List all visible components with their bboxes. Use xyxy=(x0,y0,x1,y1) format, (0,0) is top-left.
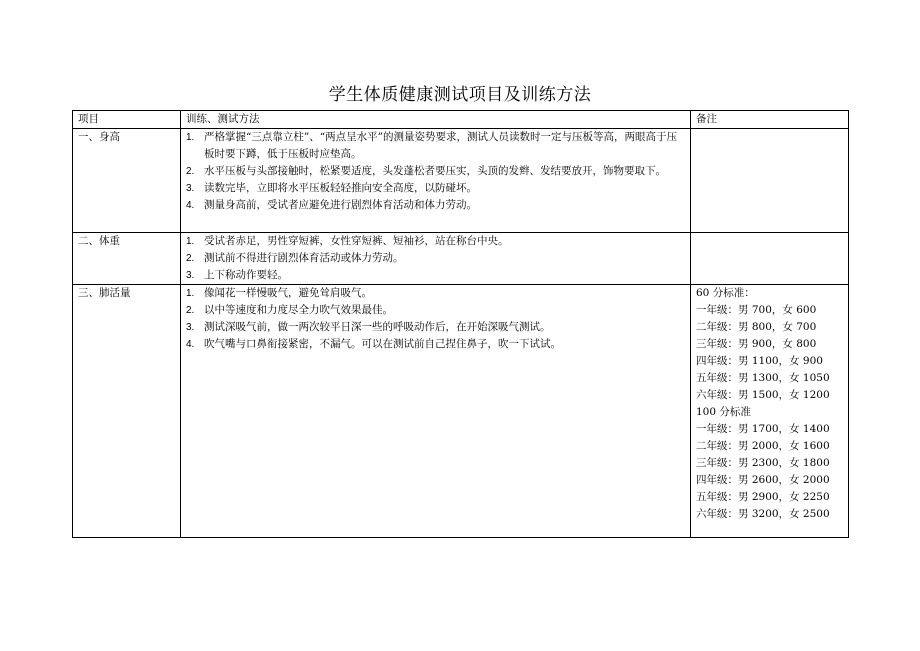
list-item: 3. 上下称动作要轻。 xyxy=(186,269,288,281)
header-item: 项目 xyxy=(73,111,181,129)
method-text: 测试深吸气前，做一两次较平日深一些的呼吸动作后，在开始深吸气测试。 xyxy=(204,321,551,333)
method-text: 像闻花一样慢吸气，避免耸肩吸气。 xyxy=(204,287,372,299)
note-line: 三年级：男 900，女 800 xyxy=(696,338,817,350)
method-text: 以中等速度和力度尽全力吹气效果最佳。 xyxy=(204,304,393,316)
methods-cell xyxy=(181,129,691,233)
note-line: 二年级：男 800，女 700 xyxy=(696,321,817,333)
notes-cell xyxy=(691,285,849,538)
method-text: 严格掌握“三点靠立柱”、“两点呈水平”的测量姿势要求，测试人员读数时一定与压板等高，两眼高于压板时要下蹲，低于压板时应垫高。 xyxy=(204,131,677,160)
list-item: 3. 读数完毕，立即将水平压板轻轻推向安全高度，以防碰坏。 xyxy=(186,182,477,194)
table-header-row xyxy=(73,111,849,129)
table-row xyxy=(73,129,849,233)
table-row xyxy=(73,233,849,285)
notes-cell xyxy=(691,129,849,233)
method-text: 读数完毕，立即将水平压板轻轻推向安全高度，以防碰坏。 xyxy=(204,182,477,194)
method-text: 上下称动作要轻。 xyxy=(204,269,288,281)
note-line: 一年级：男 700，女 600 xyxy=(696,304,817,316)
header-notes: 备注 xyxy=(691,111,849,129)
methods-cell xyxy=(181,233,691,285)
note-line: 四年级：男 1100，女 900 xyxy=(696,355,823,367)
test-items-table xyxy=(72,110,849,538)
method-text: 测试前不得进行剧烈体育活动或体力劳动。 xyxy=(204,252,404,264)
methods-list xyxy=(186,233,685,284)
list-item: 1. 像闻花一样慢吸气，避免耸肩吸气。 xyxy=(186,287,372,299)
list-item: 4. 测量身高前，受试者应避免进行剧烈体育活动和体力劳动。 xyxy=(186,199,477,211)
list-item: 1. 受试者赤足，男性穿短裤，女性穿短裤、短袖衫，站在称台中央。 xyxy=(186,235,509,247)
note-line: 三年级：男 2300，女 1800 xyxy=(696,457,830,469)
list-item: 3. 测试深吸气前，做一两次较平日深一些的呼吸动作后，在开始深吸气测试。 xyxy=(186,321,551,333)
methods-cell xyxy=(181,285,691,538)
note-line: 100 分标准 xyxy=(696,406,751,418)
list-item: 4. 吹气嘴与口鼻衔接紧密，不漏气。可以在测试前自己捏住鼻子，吹一下试试。 xyxy=(186,338,561,350)
method-text: 吹气嘴与口鼻衔接紧密，不漏气。可以在测试前自己捏住鼻子，吹一下试试。 xyxy=(204,338,561,350)
note-line: 五年级：男 1300，女 1050 xyxy=(696,372,830,384)
method-text: 受试者赤足，男性穿短裤，女性穿短裤、短袖衫，站在称台中央。 xyxy=(204,235,509,247)
item-height: 一、身高 xyxy=(73,129,181,233)
note-line: 六年级：男 1500，女 1200 xyxy=(696,389,830,401)
list-item: 2. 测试前不得进行剧烈体育活动或体力劳动。 xyxy=(186,252,404,264)
methods-list xyxy=(186,129,685,214)
item-vital-capacity: 三、肺活量 xyxy=(73,285,181,538)
note-line: 60 分标准： xyxy=(696,287,755,299)
notes-cell xyxy=(691,233,849,285)
table-row xyxy=(73,285,849,538)
note-line: 五年级：男 2900，女 2250 xyxy=(696,491,830,503)
document-title: 学生体质健康测试项目及训练方法 xyxy=(328,85,592,105)
note-line: 六年级：男 3200，女 2500 xyxy=(696,508,830,520)
list-item: 1. 严格掌握“三点靠立柱”、“两点呈水平”的测量姿势要求，测试人员读数时一定与压板等高，两眼高于压板时要下蹲，低于压板时应垫高。 xyxy=(186,131,677,160)
item-weight: 二、体重 xyxy=(73,233,181,285)
methods-list xyxy=(186,285,685,353)
method-text: 测量身高前，受试者应避免进行剧烈体育活动和体力劳动。 xyxy=(204,199,477,211)
note-line: 一年级：男 1700，女 1400 xyxy=(696,423,830,435)
note-line: 四年级：男 2600，女 2000 xyxy=(696,474,830,486)
note-line: 二年级：男 2000，女 1600 xyxy=(696,440,830,452)
header-methods: 训练、测试方法 xyxy=(181,111,691,129)
method-text: 水平压板与头部接触时，松紧要适度，头发蓬松者要压实，头顶的发辫、发结要放开，饰物要取下。 xyxy=(204,165,666,177)
list-item: 2. 以中等速度和力度尽全力吹气效果最佳。 xyxy=(186,304,393,316)
list-item: 2. 水平压板与头部接触时，松紧要适度，头发蓬松者要压实，头顶的发辫、发结要放开，饰物要取下。 xyxy=(186,165,666,177)
